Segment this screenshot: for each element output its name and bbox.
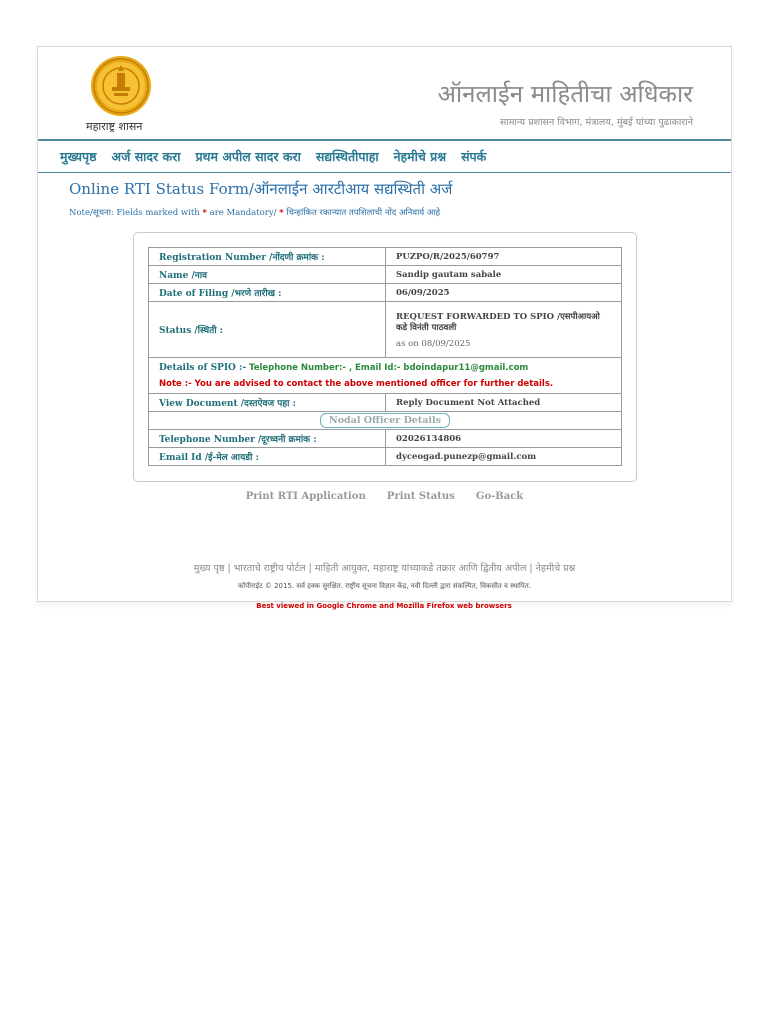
spio-details: [159, 363, 611, 373]
table-row: [149, 266, 622, 284]
nodal-officer-details-button[interactable]: Nodal Officer Details: [320, 413, 450, 428]
nav-faq[interactable]: नेहमीचे प्रश्न: [393, 149, 447, 164]
browser-note: Best viewed in Google Chrome and Mozilla Firefox web browsers: [256, 602, 512, 610]
note-star: *: [202, 208, 207, 218]
table-row: [149, 412, 622, 430]
status-table: [148, 247, 622, 466]
print-status-link[interactable]: Print Status: [386, 491, 455, 502]
registration-label: Registration Number /नोंदणी क्रमांक :: [149, 248, 386, 266]
page-container: [37, 46, 732, 602]
nav-view-status[interactable]: सद्यस्थितीपाहा: [315, 149, 379, 164]
name-value: Sandip gautam sabale: [386, 266, 622, 284]
mandatory-note: [69, 207, 440, 218]
emblem-caption: महाराष्ट्र शासन: [86, 120, 143, 133]
registration-value: PUZPO/R/2025/60797: [386, 248, 622, 266]
spio-lead: Details of SPIO :-: [159, 362, 247, 373]
note-mid: are Mandatory/: [209, 208, 277, 218]
email-value: dyceogad.punezp@gmail.com: [386, 448, 622, 466]
nav-home[interactable]: मुख्यपृष्ठ: [60, 149, 97, 164]
document-label: View Document /दस्तऐवज पहा :: [149, 394, 386, 412]
table-row: [149, 302, 622, 358]
table-row: [149, 284, 622, 302]
form-title: Online RTI Status Form/ऑनलाईन आरटीआय सद्यस्थिती अर्ज: [69, 180, 453, 198]
table-row: [149, 448, 622, 466]
go-back-link[interactable]: Go-Back: [475, 491, 524, 502]
spio-cell: [149, 358, 622, 394]
note-prefix: Note/सूचना: Fields marked with: [69, 208, 200, 218]
table-row: [149, 248, 622, 266]
action-links: [38, 491, 731, 502]
spio-note: Note :- You are advised to contact the above mentioned officer for further details.: [159, 378, 554, 389]
status-card: [133, 232, 637, 482]
main-nav: [38, 141, 731, 173]
note-star-2: *: [279, 208, 284, 218]
nodal-cell: [149, 412, 622, 430]
filing-date-value: 06/09/2025: [386, 284, 622, 302]
email-label: Email Id /ई-मेल आयडी :: [149, 448, 386, 466]
spio-contact: Telephone Number:- , Email Id:- bdoindapur11@gmail.com: [249, 362, 529, 373]
note-suffix: चिन्हांकित रकान्यात तपशिलाची नोंद अनिवार्य आहे: [286, 208, 441, 218]
name-label: Name /नाव: [149, 266, 386, 284]
table-row: [149, 430, 622, 448]
filing-date-label: Date of Filing /भरणे तारीख :: [149, 284, 386, 302]
table-row: [149, 394, 622, 412]
status-label: Status /स्थिती :: [149, 302, 386, 358]
nav-submit-request[interactable]: अर्ज सादर करा: [111, 149, 181, 164]
nav-contact[interactable]: संपर्क: [461, 149, 487, 164]
status-date: as on 08/09/2025: [396, 338, 471, 349]
status-value: REQUEST FORWARDED TO SPIO /एसपीआयओ कडे विनंती पाठवली: [396, 311, 600, 333]
print-application-link[interactable]: Print RTI Application: [245, 491, 366, 502]
nav-first-appeal[interactable]: प्रथम अपील सादर करा: [195, 149, 301, 164]
document-value: Reply Document Not Attached: [386, 394, 622, 412]
footer-links[interactable]: मुख्य पृष्ठ | भारताचे राष्ट्रीय पोर्टल | माहिती आयुक्त, महाराष्ट्र यांच्याकडे तक्रार आणि द्वितीय अपील | नेहमीचे प्रश्न: [193, 563, 576, 574]
table-row: [149, 358, 622, 394]
footer-copyright: कॉपीराईट © 2015. सर्व हक्क सुरक्षित. राष्ट्रीय सूचना विज्ञान केंद्र, नवी दिल्ली द्वारा संकल्पित, विकसीत व स्थापित.: [238, 582, 531, 590]
maharashtra-emblem-icon: [88, 53, 154, 119]
site-header: [38, 47, 731, 141]
status-cell: [386, 302, 622, 358]
telephone-value: 02026134806: [386, 430, 622, 448]
site-title: ऑनलाईन माहितीचा अधिकार: [437, 80, 693, 108]
telephone-label: Telephone Number /दूरध्वनी क्रमांक :: [149, 430, 386, 448]
site-subtitle: सामान्य प्रशासन विभाग, मंत्रालय, मुंबई यांच्या पुढाकाराने: [499, 117, 693, 128]
